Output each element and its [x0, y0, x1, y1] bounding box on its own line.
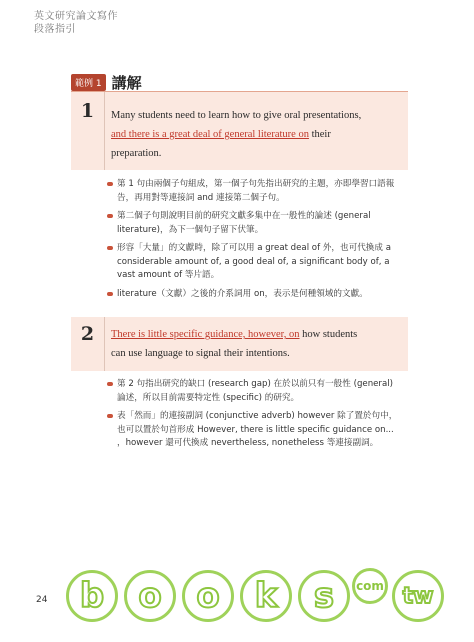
- highlighted-phrase: and there is a great deal of general literature on: [111, 129, 309, 140]
- bullet-icon: [107, 214, 113, 218]
- sentence-fragment: their: [308, 129, 331, 140]
- watermark-letter: o: [124, 570, 176, 622]
- example-sentence: [111, 106, 402, 163]
- bullet-icon: [107, 182, 113, 186]
- watermark-letter: k: [240, 570, 292, 622]
- note-item: [107, 178, 403, 205]
- sentence-line: [111, 325, 402, 344]
- sentence-line: Many students need to learn how to give oral presentations,: [111, 110, 362, 121]
- highlighted-phrase: There is little specific guidance, however, on: [111, 329, 300, 340]
- bullet-icon: [107, 246, 113, 250]
- note-text: 第二個子句則說明目前的研究文獻多集中在一般性的論述 (general literature)，為下一個句子留下伏筆。: [117, 211, 371, 235]
- note-item: [107, 410, 403, 451]
- sentence-fragment: how students: [299, 329, 358, 340]
- sentence-line: can use language to signal their intentions.: [111, 348, 290, 359]
- watermark-letter: o: [182, 570, 234, 622]
- example-tag: 範例 1: [71, 74, 106, 91]
- example-sentence-box-2: [71, 317, 408, 371]
- example-sentence-box-1: [71, 92, 408, 170]
- bullet-icon: [107, 292, 113, 296]
- note-item: [107, 288, 403, 302]
- note-text: 第 1 句由兩個子句組成，第一個子句先指出研究的主題，亦即學習口語報告，再用對等連接詞 and 連接第二個子句。: [117, 179, 395, 203]
- page-number: 24: [36, 595, 48, 605]
- note-item: [107, 378, 403, 405]
- watermark-com: com: [352, 568, 388, 604]
- note-item: [107, 210, 403, 237]
- note-text: literature（文獻）之後的介系詞用 on，表示是何種領域的文獻。: [117, 288, 368, 299]
- books-watermark: [0, 566, 474, 636]
- header-line-1: 英文研究論文寫作: [34, 11, 118, 22]
- bullet-icon: [107, 382, 113, 386]
- example-number: 1: [80, 100, 95, 122]
- section-title: 講解: [111, 74, 142, 92]
- sentence-line: preparation.: [111, 148, 162, 159]
- sentence-line: [111, 125, 402, 144]
- notes-list-1: [107, 178, 403, 306]
- note-text: 形容「大量」的文獻時，除了可以用 a great deal of 外，也可代換成 a considerable amount of, a good deal of, a significant body of, a vast amount of 等片語。: [117, 243, 391, 280]
- note-item: [107, 242, 403, 283]
- watermark-tw: tw: [392, 570, 444, 622]
- watermark-letter: s: [298, 570, 350, 622]
- header-line-2: 段落指引: [34, 24, 76, 35]
- notes-list-2: [107, 378, 403, 456]
- example-sentence: [111, 325, 402, 363]
- note-text: 表「然而」的連接副詞 (conjunctive adverb) however 除了置於句中，也可以置於句首形成 However, there is little specific guidance on... ，however 還可代換成 nevertheless, nonetheless 等連接副詞。: [117, 411, 398, 448]
- running-header: [34, 10, 118, 36]
- example-number: 2: [80, 323, 95, 345]
- bullet-icon: [107, 414, 113, 418]
- note-text: 第 2 句指出研究的缺口 (research gap) 在於以前只有一般性 (general) 論述，所以目前需要特定性 (specific) 的研究。: [117, 379, 393, 403]
- watermark-letter: b: [66, 570, 118, 622]
- section-heading: [71, 72, 142, 93]
